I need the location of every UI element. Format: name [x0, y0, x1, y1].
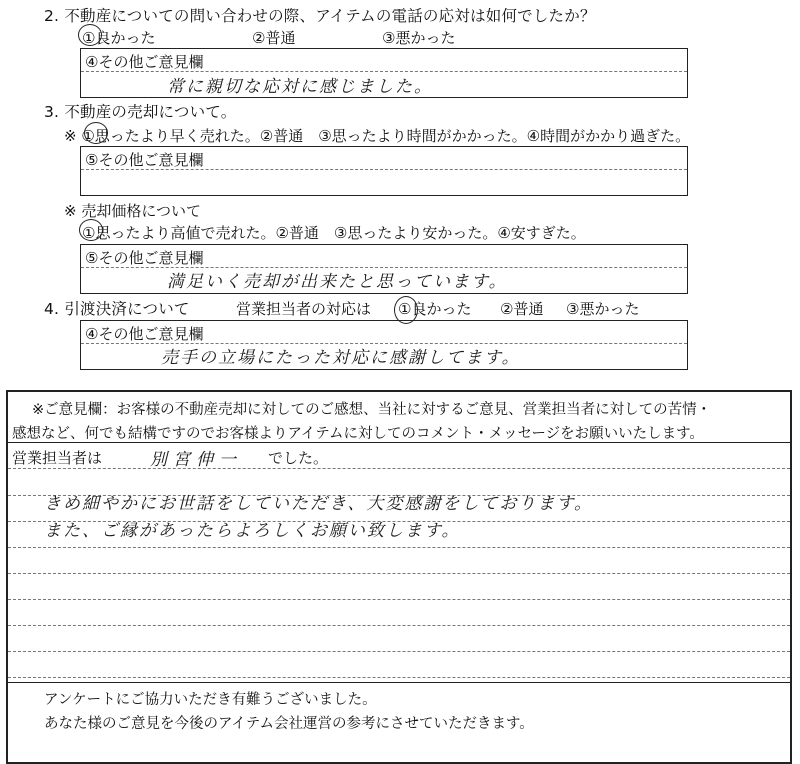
feedback-guide-line: [8, 468, 790, 469]
feedback-guide-line: [8, 677, 790, 678]
feedback-footer-line2: あなた様のご意見を今後のアイテム会社運営の参考にさせていただきます。: [44, 716, 534, 732]
feedback-panel: [6, 390, 792, 764]
feedback-comment-line1[interactable]: きめ細やかにお世話をしていただき、大変感謝をしております。: [44, 494, 593, 514]
q2-other-label: ④その他ご意見欄: [85, 53, 204, 71]
q4-handwritten-comment[interactable]: 売手の立場にたった対応に感謝してます。: [161, 348, 521, 368]
q2-option-bad[interactable]: ③悪かった: [382, 29, 456, 47]
q2-option-good[interactable]: ①良かった: [82, 29, 156, 47]
feedback-header-line1: ※ご意見欄：お客様の不動産売却に対してのご感想、当社に対するご意見、営業担当者に対しての苦情・: [32, 402, 712, 418]
q3-sub2-comment-box: [80, 244, 688, 294]
feedback-rep-name[interactable]: 別宮伸一: [150, 450, 242, 470]
q4-option-good[interactable]: ①良かった: [398, 300, 472, 318]
q3-sub1-options[interactable]: ※ ①思ったより早く売れた。②普通 ③思ったより時間がかかった。④時間がかかり過ぎた。: [64, 127, 691, 145]
q3-sub1-selected-circle: [84, 122, 108, 144]
q2-title: 2. 不動産についての問い合わせの際、アイテムの電話の応対は如何でしたか？: [44, 7, 596, 25]
q3-sub1-comment-box: [80, 146, 688, 196]
q3-title: 3. 不動産の売却について。: [44, 103, 237, 121]
q2-comment-box: [80, 48, 688, 98]
q4-title: 4. 引渡決済について: [44, 300, 190, 318]
q3-sub1-other-label: ⑤その他ご意見欄: [85, 151, 204, 169]
feedback-guide-line: [8, 573, 790, 574]
feedback-comment-line2[interactable]: また、ご縁があったらよろしくお願い致します。: [44, 521, 461, 541]
q3-sub2-selected-circle: [79, 219, 103, 241]
feedback-guide-line: [8, 651, 790, 652]
q3-sub2-title: ※ 売却価格について: [64, 202, 202, 220]
q4-option-normal[interactable]: ②普通: [500, 300, 544, 318]
feedback-footer-line1: アンケートにご協力いただき有難うございました。: [44, 692, 377, 708]
feedback-rep-suffix: でした。: [268, 449, 329, 467]
q3-sub2-handwritten-comment[interactable]: 満足いく売却が出来たと思っています。: [167, 272, 508, 292]
feedback-footer-divider: [8, 682, 790, 683]
feedback-guide-line: [8, 547, 790, 548]
feedback-header-line2: 感想など、何でも結構ですのでお客様よりアイテムに対してのコメント・メッセージをお願いいたします。: [12, 426, 704, 442]
feedback-guide-line: [8, 625, 790, 626]
q4-comment-box: [80, 320, 688, 370]
feedback-guide-line: [8, 599, 790, 600]
q2-selected-circle: [78, 24, 102, 46]
feedback-rep-prefix: 営業担当者は: [12, 449, 103, 467]
q4-other-label: ④その他ご意見欄: [85, 325, 204, 343]
q3-sub2-other-label: ⑤その他ご意見欄: [85, 249, 204, 267]
q3-sub2-options[interactable]: ①思ったより高値で売れた。②普通 ③思ったより安かった。④安すぎた。: [82, 224, 586, 242]
q4-rep-label: 営業担当者の対応は: [236, 300, 372, 318]
q4-option-bad[interactable]: ③悪かった: [566, 300, 640, 318]
q2-handwritten-comment[interactable]: 常に親切な応対に感じました。: [167, 77, 433, 97]
q2-option-normal[interactable]: ②普通: [252, 29, 296, 47]
feedback-header-divider: [8, 442, 790, 443]
